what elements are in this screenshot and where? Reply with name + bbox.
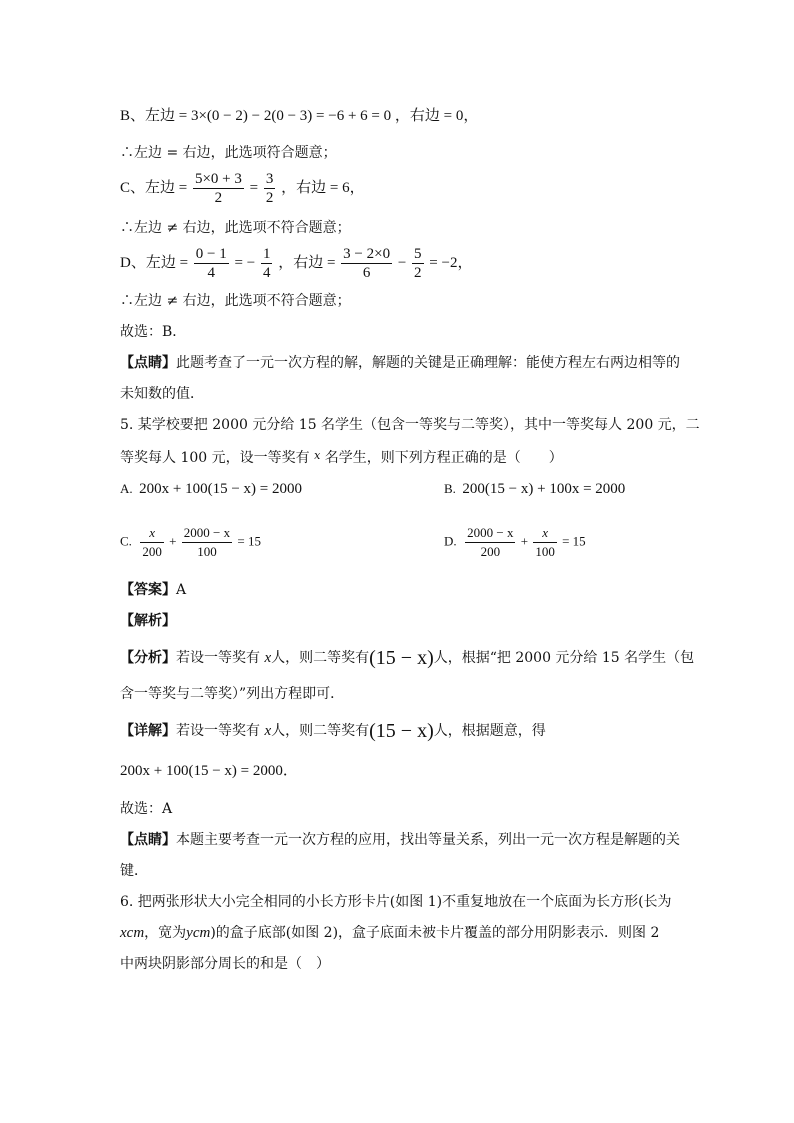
- q5-option-d-num-1: 2000 − x: [465, 524, 515, 543]
- comment-1-label: 【点睛】: [120, 355, 176, 371]
- q6-line-3: 中两块阴影部分周长的和是（ ）: [120, 956, 330, 972]
- fenxi-expr: (15 − x): [369, 647, 434, 669]
- answer-select-1: 故选：B．: [120, 324, 187, 340]
- fenxi-var: x: [264, 650, 272, 666]
- q5-option-c: [120, 524, 261, 561]
- option-c-den-2: 2: [265, 190, 274, 206]
- q6-line-2: [120, 923, 659, 943]
- comment-2-line-1: [120, 830, 680, 850]
- q5-line-2a: 等奖每人 100 元，设一等奖有: [120, 450, 310, 466]
- answer-value: A: [176, 582, 187, 598]
- xiangjie-equation: 200x + 100(15 − x) = 2000．: [120, 763, 298, 779]
- q5-var: x: [314, 449, 321, 462]
- option-d-num-3: 3 − 2×0: [343, 246, 391, 262]
- q5-option-c-rhs: = 15: [237, 533, 261, 549]
- xiangjie-var: x: [264, 723, 272, 739]
- answer-select-2: 故选：A: [120, 801, 173, 817]
- q5-option-c-plus: +: [169, 533, 177, 549]
- conclusion-d: ∴左边 ≠ 右边，此选项不符合题意；: [120, 293, 351, 309]
- option-b-equation: = 3×(0 − 2) − 2(0 − 3) = −6 + 6 = 0: [178, 108, 392, 124]
- q5-option-d-num-2: x: [533, 524, 557, 543]
- fenxi-line-2: 含一等奖与二等奖）”列出方程即可．: [120, 686, 345, 702]
- option-d-line: [120, 245, 472, 282]
- xiangjie-text-1: 若设一等奖有: [176, 723, 260, 739]
- option-c-prefix: C、左边 =: [120, 179, 188, 196]
- option-b-prefix: B、左边: [120, 108, 176, 124]
- q5-option-d: [444, 524, 586, 561]
- comment-2-text-1: 本题主要考查一元一次方程的应用，找出等量关系，列出一元一次方程是解题的关: [176, 832, 680, 848]
- option-d-tail: = −2，: [429, 254, 473, 271]
- option-c-equals: =: [249, 179, 259, 196]
- q6-line-2-rest: )的盒子底部(如图 2)，盒子底面未被卡片覆盖的部分用阴影表示．则图 2: [210, 925, 660, 941]
- option-c-num-2: 3: [265, 171, 274, 187]
- option-d-fraction-4: [412, 245, 424, 282]
- option-d-eq1: = −: [234, 254, 256, 271]
- comment-2-label: 【点睛】: [120, 832, 176, 848]
- fenxi-line-1: [120, 648, 694, 668]
- q5-option-d-den-2: 100: [535, 544, 555, 559]
- option-c-fraction-1: [193, 170, 244, 207]
- q5-line-1: 5. 某学校要把 2000 元分给 15 名学生（包含一等奖与二等奖），其中一等奖每人 200 元，二: [120, 417, 700, 433]
- answer-line: [120, 580, 186, 600]
- option-d-den-1: 4: [207, 265, 216, 281]
- option-c-num-1: 5×0 + 3: [194, 171, 242, 187]
- q5-option-c-label: C.: [120, 533, 132, 549]
- fenxi-text-2: 人，则二等奖有: [271, 650, 370, 666]
- comment-1-line-1: [120, 353, 680, 373]
- q6-y-unit: ycm: [186, 925, 211, 941]
- option-d-den-3: 6: [362, 265, 371, 281]
- option-b-line: [120, 106, 478, 126]
- q6-line-1: 6. 把两张形状大小完全相同的小长方形卡片(如图 1)不重复地放在一个底面为长方形(长为: [120, 894, 672, 910]
- option-d-fraction-3: [341, 245, 392, 282]
- option-d-num-1: 0 − 1: [195, 246, 227, 262]
- q5-option-d-fraction-2: [533, 524, 557, 561]
- xiangjie-text-2: 人，则二等奖有: [271, 723, 370, 739]
- q5-option-b: [444, 481, 625, 498]
- option-d-fraction-2: [261, 245, 273, 282]
- conclusion-b: ∴左边 = 右边，此选项符合题意；: [120, 145, 337, 161]
- option-d-num-2: 1: [262, 246, 271, 262]
- q5-option-d-rhs: = 15: [562, 533, 586, 549]
- fenxi-label: 【分析】: [120, 650, 176, 666]
- q5-option-b-label: B.: [444, 481, 456, 496]
- q5-option-d-den-1: 200: [480, 544, 501, 559]
- q5-option-d-fraction-1: [465, 524, 515, 561]
- q5-option-c-num-1: x: [140, 524, 164, 543]
- q5-option-c-fraction-1: [140, 524, 164, 561]
- xiangjie-line-1: [120, 721, 546, 741]
- analysis-label: 【解析】: [120, 613, 176, 629]
- q5-option-c-den-2: 100: [197, 544, 217, 559]
- option-c-den-1: 2: [214, 190, 223, 206]
- conclusion-c: ∴左边 ≠ 右边，此选项不符合题意；: [120, 220, 351, 236]
- q5-option-c-num-2: 2000 − x: [182, 524, 232, 543]
- option-c-right: ，右边 = 6，: [281, 179, 365, 196]
- q5-option-b-expr: 200(15 − x) + 100x = 2000: [462, 481, 626, 497]
- q5-option-c-den-1: 200: [142, 544, 162, 559]
- q5-line-2b: 名学生，则下列方程正确的是（ ）: [324, 450, 563, 466]
- option-d-fraction-1: [194, 245, 229, 282]
- option-d-mid: ，右边 =: [278, 254, 336, 271]
- q5-option-c-fraction-2: [182, 524, 232, 561]
- q5-option-a-expr: 200x + 100(15 − x) = 2000: [139, 481, 303, 497]
- option-c-line: [120, 170, 365, 207]
- fenxi-text-3: 人，根据“把 2000 元分给 15 名学生（包: [433, 650, 695, 666]
- option-c-fraction-2: [264, 170, 276, 207]
- option-d-prefix: D、左边 =: [120, 254, 189, 271]
- comment-1-text-2: 未知数的值．: [120, 386, 204, 402]
- option-d-minus: −: [397, 254, 407, 271]
- answer-label: 【答案】: [120, 582, 176, 598]
- comment-1-text-1: 此题考查了一元一次方程的解，解题的关键是正确理解：能使方程左右两边相等的: [176, 355, 680, 371]
- q5-option-a: [120, 481, 302, 498]
- xiangjie-label: 【详解】: [120, 723, 176, 739]
- comment-2-text-2: 键．: [120, 863, 148, 879]
- q5-option-d-plus: +: [520, 533, 529, 549]
- q5-option-a-label: A.: [120, 481, 133, 496]
- q5-line-2: [120, 446, 563, 468]
- q6-x-unit: xcm: [120, 925, 145, 941]
- q6-width-label: ，宽为: [144, 925, 187, 941]
- fenxi-text-1: 若设一等奖有: [176, 650, 260, 666]
- option-b-right: ，右边 = 0，: [394, 108, 479, 124]
- option-d-num-4: 5: [414, 246, 422, 262]
- q5-option-d-label: D.: [444, 533, 457, 549]
- xiangjie-expr: (15 − x): [369, 720, 434, 742]
- xiangjie-text-3: 人，根据题意，得: [433, 723, 546, 739]
- option-d-den-2: 4: [262, 265, 271, 281]
- option-d-den-4: 2: [414, 265, 422, 281]
